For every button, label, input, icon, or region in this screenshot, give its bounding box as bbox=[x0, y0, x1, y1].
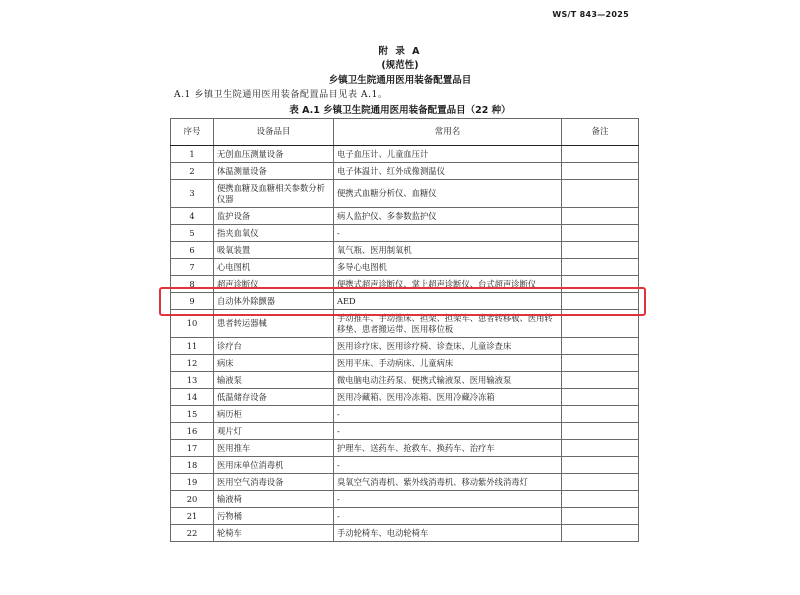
row-remark-cell bbox=[562, 508, 639, 525]
row-no-cell: 20 bbox=[171, 491, 214, 508]
row-remark-cell bbox=[562, 180, 639, 208]
row-item-cell: 医用床单位消毒机 bbox=[214, 457, 334, 474]
table-row bbox=[171, 423, 639, 440]
header-common-name: 常用名 bbox=[334, 119, 562, 146]
row-common-name-cell: - bbox=[334, 406, 562, 423]
table-row bbox=[171, 491, 639, 508]
row-remark-cell bbox=[562, 146, 639, 163]
table-row bbox=[171, 355, 639, 372]
row-common-name-cell: - bbox=[334, 491, 562, 508]
row-item-cell: 无创血压测量设备 bbox=[214, 146, 334, 163]
row-remark-cell bbox=[562, 259, 639, 276]
row-common-name-cell: - bbox=[334, 508, 562, 525]
row-common-name-cell: 护理车、送药车、抢救车、换药车、治疗车 bbox=[334, 440, 562, 457]
row-remark-cell bbox=[562, 276, 639, 293]
row-item-cell: 诊疗台 bbox=[214, 338, 334, 355]
row-common-name-cell: 臭氧空气消毒机、紫外线消毒机、移动紫外线消毒灯 bbox=[334, 474, 562, 491]
table-row bbox=[171, 259, 639, 276]
row-no-cell: 6 bbox=[171, 242, 214, 259]
row-common-name-cell: 医用平床、手动病床、儿童病床 bbox=[334, 355, 562, 372]
header-item: 设备品目 bbox=[214, 119, 334, 146]
row-remark-cell bbox=[562, 423, 639, 440]
table-row bbox=[171, 389, 639, 406]
row-item-cell: 医用空气消毒设备 bbox=[214, 474, 334, 491]
table-row bbox=[171, 310, 639, 338]
table-row bbox=[171, 208, 639, 225]
appendix-title: 乡镇卫生院通用医用装备配置品目 bbox=[328, 75, 472, 86]
row-remark-cell bbox=[562, 525, 639, 542]
row-item-cell: 自动体外除颤器 bbox=[214, 293, 334, 310]
table-row bbox=[171, 180, 639, 208]
row-remark-cell bbox=[562, 163, 639, 180]
row-item-cell: 便携血糖及血糖相关参数分析仪器 bbox=[214, 180, 334, 208]
row-remark-cell bbox=[562, 440, 639, 457]
row-common-name-cell: 多导心电图机 bbox=[334, 259, 562, 276]
table-row bbox=[171, 457, 639, 474]
table-caption: 表 A.1 乡镇卫生院通用医用装备配置品目（22 种） bbox=[289, 105, 511, 116]
row-remark-cell bbox=[562, 457, 639, 474]
row-item-cell: 体温测量设备 bbox=[214, 163, 334, 180]
table-row bbox=[171, 163, 639, 180]
table-row bbox=[171, 406, 639, 423]
row-remark-cell bbox=[562, 355, 639, 372]
row-remark-cell bbox=[562, 208, 639, 225]
header-no: 序号 bbox=[171, 119, 214, 146]
row-common-name-cell: - bbox=[334, 423, 562, 440]
table-row bbox=[171, 372, 639, 389]
row-no-cell: 21 bbox=[171, 508, 214, 525]
table-row bbox=[171, 508, 639, 525]
row-common-name-cell: 手动推车、手动推床、担架、担架车、患者转移板、医用转移垫、患者搬运带、医用移位板 bbox=[334, 310, 562, 338]
row-no-cell: 7 bbox=[171, 259, 214, 276]
row-item-cell: 患者转运器械 bbox=[214, 310, 334, 338]
row-item-cell: 输液泵 bbox=[214, 372, 334, 389]
row-no-cell: 11 bbox=[171, 338, 214, 355]
row-common-name-cell: 便携式超声诊断仪、掌上超声诊断仪、台式超声诊断仪 bbox=[334, 276, 562, 293]
row-no-cell: 12 bbox=[171, 355, 214, 372]
row-item-cell: 病床 bbox=[214, 355, 334, 372]
row-item-cell: 轮椅车 bbox=[214, 525, 334, 542]
row-remark-cell bbox=[562, 372, 639, 389]
table-row bbox=[171, 225, 639, 242]
row-item-cell: 污物桶 bbox=[214, 508, 334, 525]
row-item-cell: 监护设备 bbox=[214, 208, 334, 225]
row-no-cell: 14 bbox=[171, 389, 214, 406]
row-no-cell: 1 bbox=[171, 146, 214, 163]
row-common-name-cell: 医用诊疗床、医用诊疗椅、诊查床、儿童诊查床 bbox=[334, 338, 562, 355]
appendix-label: 附 录 A bbox=[378, 46, 422, 57]
row-remark-cell bbox=[562, 310, 639, 338]
row-no-cell: 4 bbox=[171, 208, 214, 225]
row-item-cell: 观片灯 bbox=[214, 423, 334, 440]
row-common-name-cell: 医用冷藏箱、医用冷冻箱、医用冷藏冷冻箱 bbox=[334, 389, 562, 406]
row-common-name-cell: 微电脑电动注药泵、便携式输液泵、医用输液泵 bbox=[334, 372, 562, 389]
table-row bbox=[171, 474, 639, 491]
row-no-cell: 9 bbox=[171, 293, 214, 310]
row-no-cell: 19 bbox=[171, 474, 214, 491]
row-no-cell: 15 bbox=[171, 406, 214, 423]
table-row bbox=[171, 338, 639, 355]
row-common-name-cell: - bbox=[334, 457, 562, 474]
row-item-cell: 低温储存设备 bbox=[214, 389, 334, 406]
row-remark-cell bbox=[562, 406, 639, 423]
row-item-cell: 病历柜 bbox=[214, 406, 334, 423]
row-item-cell: 超声诊断仪 bbox=[214, 276, 334, 293]
row-remark-cell bbox=[562, 338, 639, 355]
row-no-cell: 5 bbox=[171, 225, 214, 242]
table-row bbox=[171, 440, 639, 457]
table-row bbox=[171, 293, 639, 310]
row-remark-cell bbox=[562, 293, 639, 310]
table-row bbox=[171, 146, 639, 163]
header-remark: 备注 bbox=[562, 119, 639, 146]
row-no-cell: 8 bbox=[171, 276, 214, 293]
equipment-table bbox=[170, 118, 639, 542]
row-common-name-cell: - bbox=[334, 225, 562, 242]
table-body bbox=[171, 146, 639, 542]
intro-text: A.1 乡镇卫生院通用医用装备配置品目见表 A.1。 bbox=[174, 90, 388, 100]
row-no-cell: 22 bbox=[171, 525, 214, 542]
table-header-row bbox=[171, 119, 639, 146]
normative-note: (规范性) bbox=[381, 60, 419, 71]
row-common-name-cell: 电子血压计、儿童血压计 bbox=[334, 146, 562, 163]
row-remark-cell bbox=[562, 225, 639, 242]
row-common-name-cell: 病人监护仪、多参数监护仪 bbox=[334, 208, 562, 225]
row-common-name-cell: 电子体温计、红外成像测温仪 bbox=[334, 163, 562, 180]
row-common-name-cell: AED bbox=[334, 293, 562, 310]
row-no-cell: 17 bbox=[171, 440, 214, 457]
row-remark-cell bbox=[562, 389, 639, 406]
row-item-cell: 指夹血氧仪 bbox=[214, 225, 334, 242]
table-row bbox=[171, 276, 639, 293]
table-row bbox=[171, 525, 639, 542]
row-no-cell: 2 bbox=[171, 163, 214, 180]
row-common-name-cell: 便携式血糖分析仪、血糖仪 bbox=[334, 180, 562, 208]
row-remark-cell bbox=[562, 491, 639, 508]
row-no-cell: 16 bbox=[171, 423, 214, 440]
row-common-name-cell: 手动轮椅车、电动轮椅车 bbox=[334, 525, 562, 542]
row-no-cell: 13 bbox=[171, 372, 214, 389]
row-remark-cell bbox=[562, 474, 639, 491]
standard-code: WS/T 843—2025 bbox=[552, 10, 629, 19]
row-no-cell: 3 bbox=[171, 180, 214, 208]
row-item-cell: 医用推车 bbox=[214, 440, 334, 457]
row-item-cell: 输液椅 bbox=[214, 491, 334, 508]
row-item-cell: 吸氧装置 bbox=[214, 242, 334, 259]
row-no-cell: 18 bbox=[171, 457, 214, 474]
row-no-cell: 10 bbox=[171, 310, 214, 338]
table-row bbox=[171, 242, 639, 259]
row-item-cell: 心电图机 bbox=[214, 259, 334, 276]
row-remark-cell bbox=[562, 242, 639, 259]
row-common-name-cell: 氧气瓶、医用制氧机 bbox=[334, 242, 562, 259]
